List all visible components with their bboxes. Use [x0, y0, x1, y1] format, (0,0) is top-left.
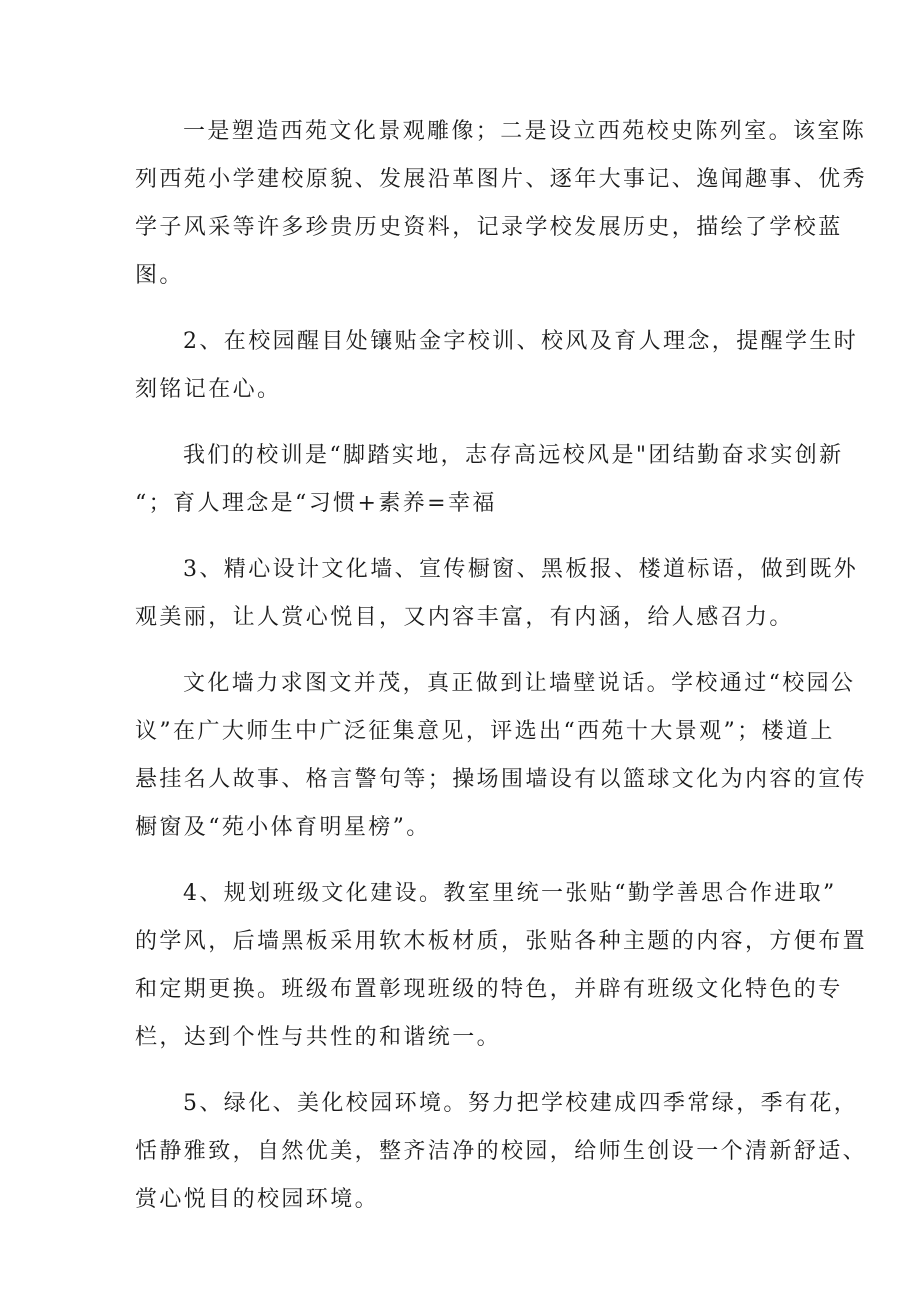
paragraph-item-5 [135, 1080, 868, 1224]
text-line: 3、精心设计文化墙、宣传橱窗、黑板报、楼道标语，做到既外 [183, 557, 859, 582]
text-line: 恬静雅致，自然优美，整齐洁净的校园，给师生创设一个清新舒适、 [135, 1139, 868, 1164]
text-line: 和定期更换。班级布置彰现班级的特色，并辟有班级文化特色的专 [135, 977, 843, 1002]
text-line: 橱窗及“苑小体育明星榜”。 [135, 815, 431, 840]
text-line: 赏心悦目的校园环境。 [135, 1187, 380, 1212]
paragraph-exhibition-room [135, 108, 868, 300]
text-line: 议”在广大师生中广泛征集意见，评选出“西苑十大景观”；楼道上 [135, 719, 835, 744]
text-line: 一是塑造西苑文化景观雕像；二是设立西苑校史陈列室。该室陈 [183, 119, 867, 144]
text-line: 我们的校训是“脚踏实地，志存高远校风是"团结勤奋求实创新 [183, 443, 844, 468]
paragraph-culture-wall [135, 660, 868, 852]
text-line: 2、在校园醒目处镶贴金字校训、校风及育人理念，提醒学生时 [183, 329, 859, 354]
text-line: 的学风，后墙黑板采用软木板材质，张贴各种主题的内容，方便布置 [135, 929, 868, 954]
document-body [135, 108, 868, 1242]
text-line: 文化墙力求图文并茂，真正做到让墙壁说话。学校通过“校园公 [183, 671, 856, 696]
text-line: 学子风采等许多珍贵历史资料，记录学校发展历史，描绘了学校蓝 [135, 215, 843, 240]
paragraph-item-4 [135, 870, 868, 1062]
text-line: 5、绿化、美化校园环境。努力把学校建成四季常绿，季有花， [183, 1091, 859, 1116]
text-line: 图。 [135, 263, 184, 288]
text-line: “；育人理念是“习惯+素养=幸福 [135, 491, 497, 516]
text-line: 刻铭记在心。 [135, 377, 282, 402]
text-line: 观美丽，让人赏心悦目，又内容丰富，有内涵，给人感召力。 [135, 605, 794, 630]
text-line: 栏，达到个性与共性的和谐统一。 [135, 1025, 502, 1050]
paragraph-item-2 [135, 318, 859, 414]
text-line: 4、规划班级文化建设。教室里统一张贴“勤学善思合作进取” [183, 881, 837, 906]
text-line: 悬挂名人故事、格言警句等；操场围墙设有以篮球文化为内容的宣传 [135, 767, 868, 792]
paragraph-school-motto [135, 432, 844, 528]
text-line: 列西苑小学建校原貌、发展沿革图片、逐年大事记、逸闻趣事、优秀 [135, 167, 868, 192]
paragraph-item-3 [135, 546, 859, 642]
